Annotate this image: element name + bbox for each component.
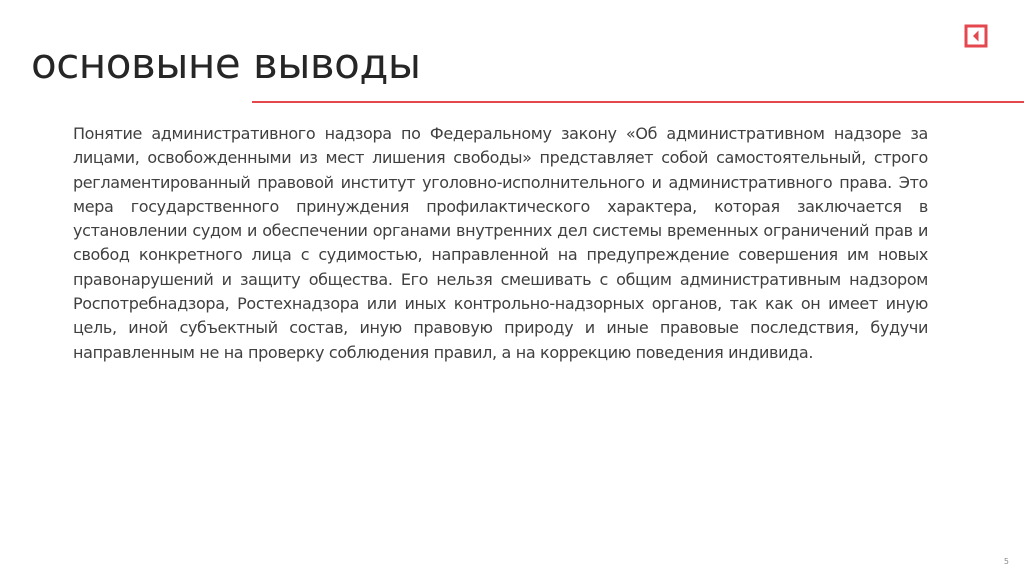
- page-number: 5: [1003, 557, 1009, 566]
- slide-title: основыне выводы: [31, 39, 421, 88]
- summary-paragraph: Понятие административного надзора по Федеральному закону «Об административном надзоре за лицами, освобожденными из мест лишения свободы» представляет собой самостоятельный, строго регламентированный правовой институт уголовно-исполнительного и административного права. Это мера государственного принуждения профилактического характера, которая заключается в установлении судом и обеспечении органами внутренних дел системы временных ограничений прав и свобод конкретного лица с судимостью, направленной на предупреждение совершения им новых правонарушений и защиту общества. Его нельзя смешивать с общим административным надзором Роспотребнадзора, Ростехнадзора или иных контрольно-надзорных органов, так как он имеет иную цель, иной субъектный состав, иную правовую природу и иные правовые последствия, будучи направленным не на проверку соблюдения правил, а на коррекцию поведения индивида.: [73, 124, 928, 362]
- back-button[interactable]: [964, 24, 988, 48]
- title-divider: [252, 101, 1024, 103]
- chevron-left-square-icon: [964, 24, 988, 48]
